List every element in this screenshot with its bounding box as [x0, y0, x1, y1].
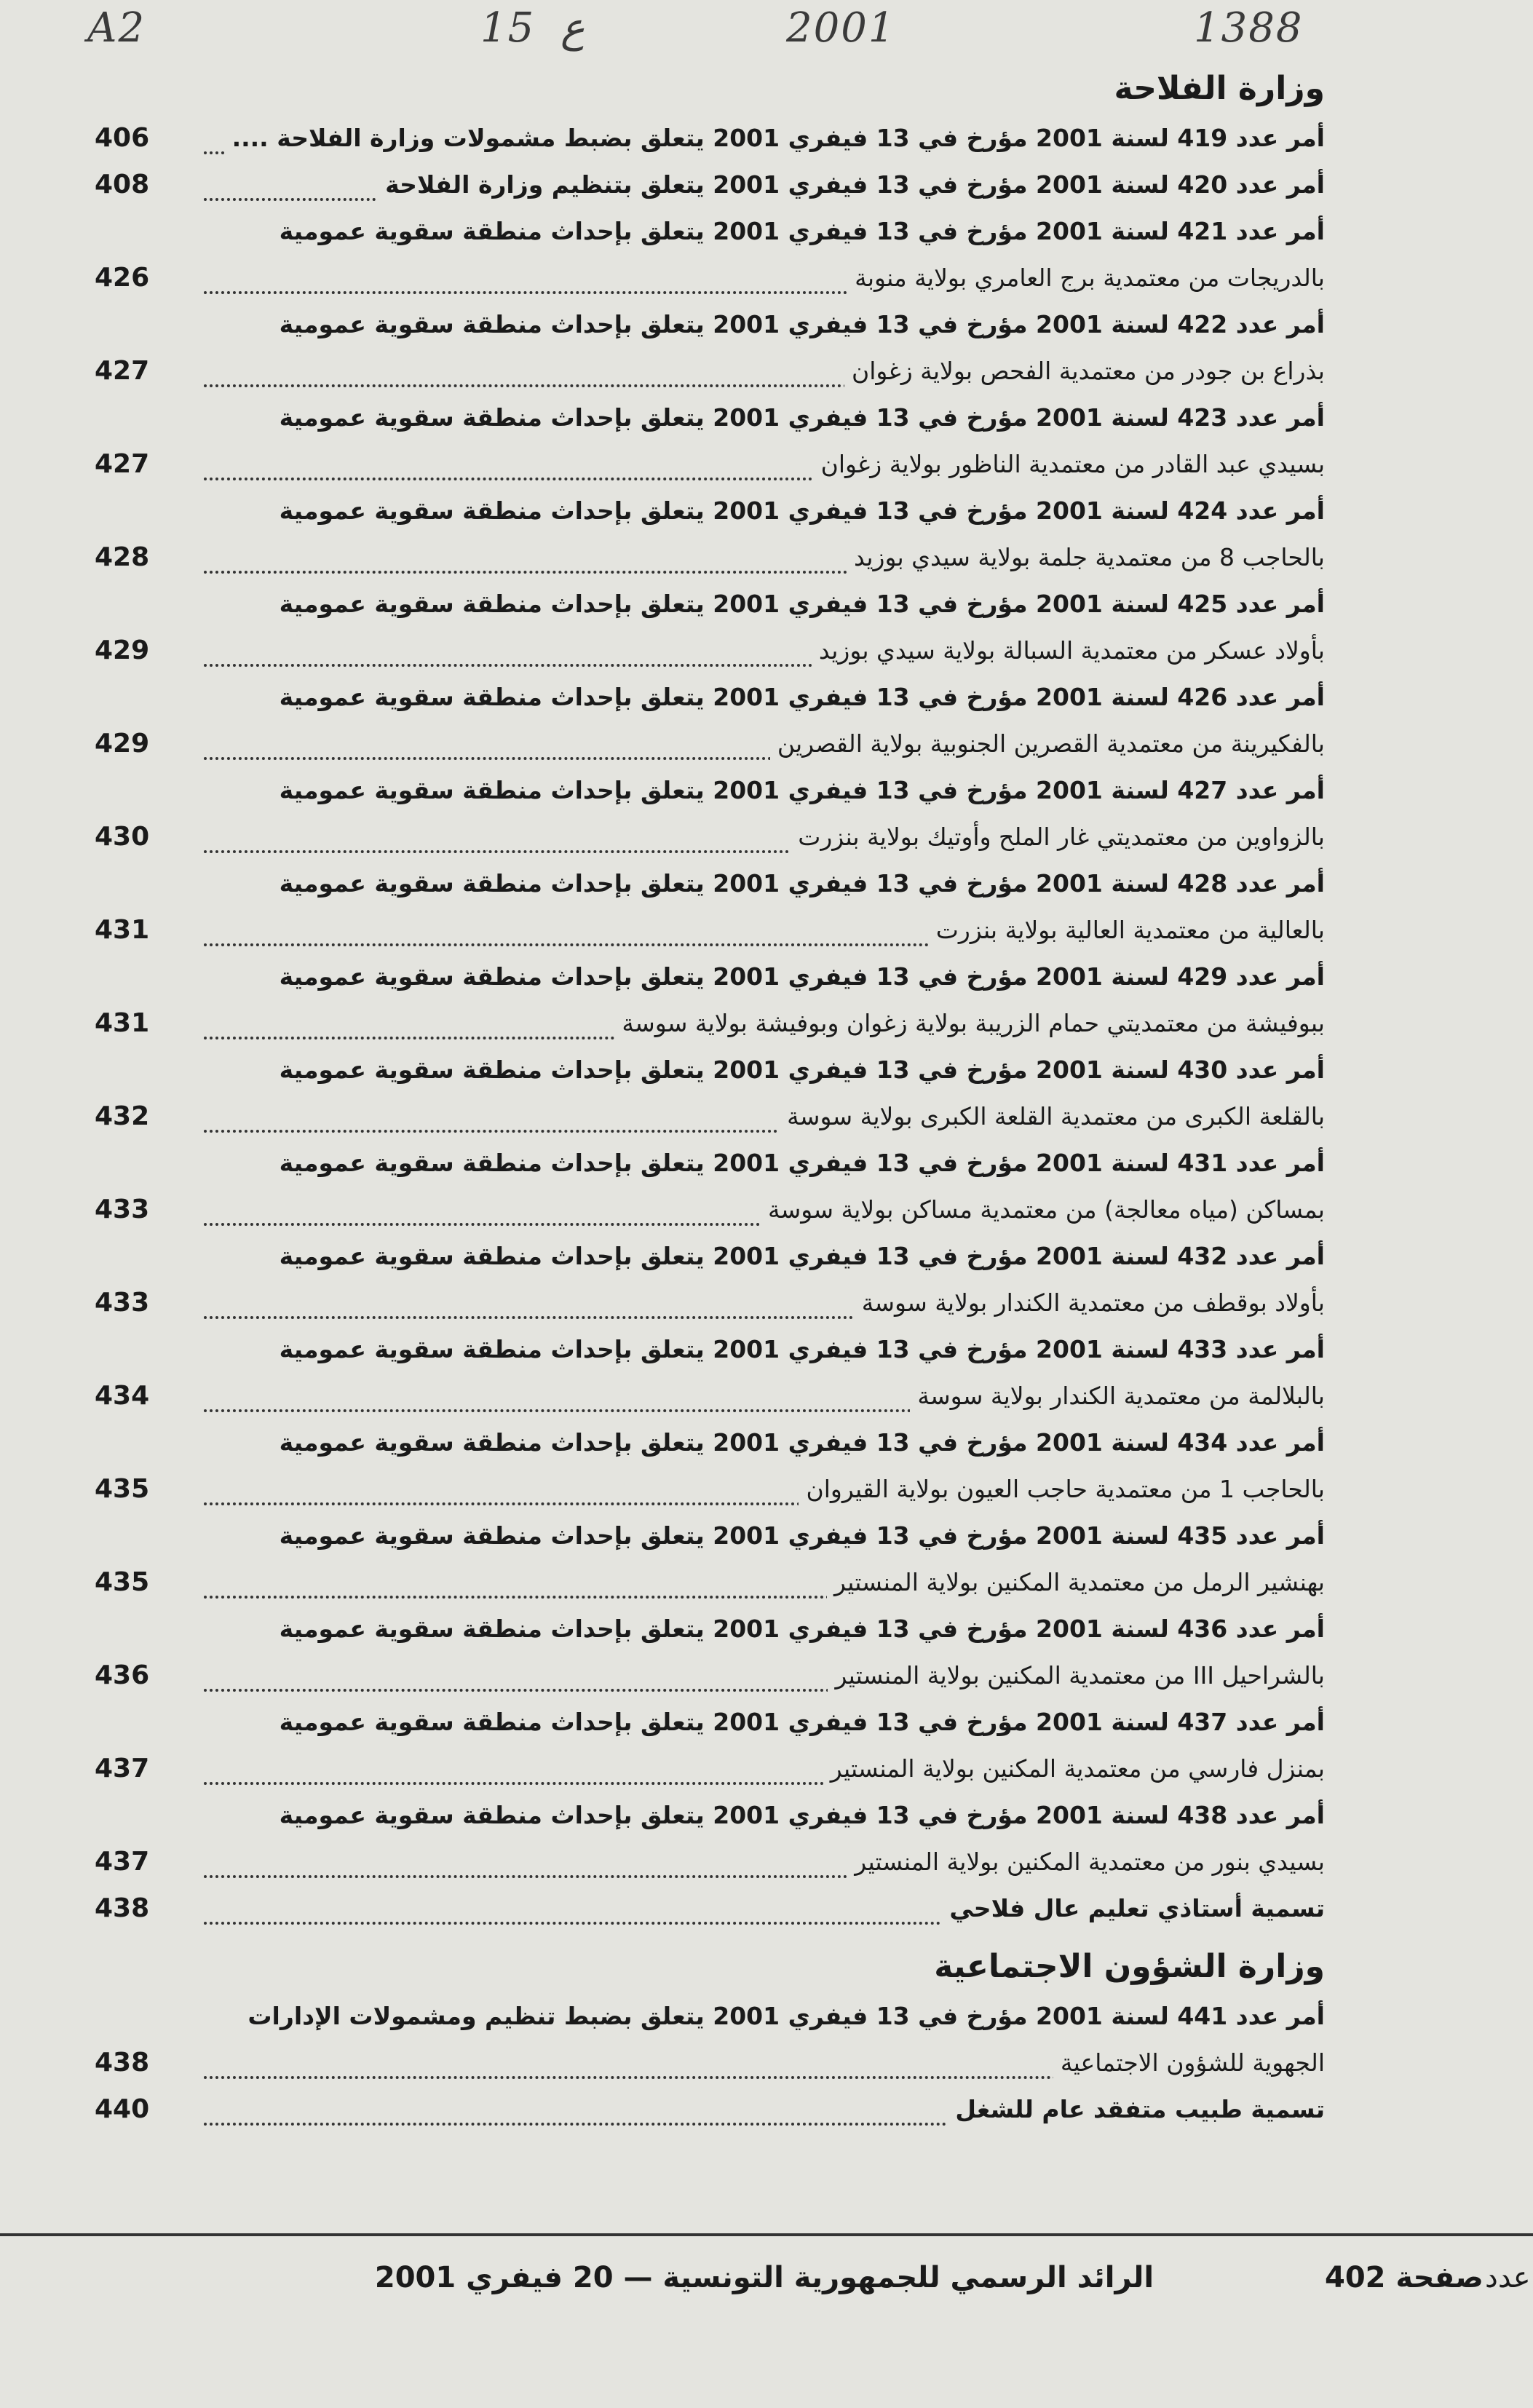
entry-page-number: 427 — [95, 449, 150, 479]
entry-line-final — [95, 1093, 1325, 1140]
entry-page-number: 430 — [95, 822, 150, 852]
entry-line — [95, 581, 1325, 627]
entry-page-number: 436 — [95, 1660, 150, 1690]
toc-entry — [95, 1993, 1325, 2086]
toc-entry — [95, 162, 1325, 208]
entry-line-final — [95, 907, 1325, 954]
entry-text: أمر عدد 438 لسنة 2001 مؤرخ في 13 فيفري 2001 يتعلق بإحداث منطقة سقوية عمومية — [272, 1792, 1325, 1839]
entry-page-number: 432 — [95, 1101, 150, 1131]
entry-line-final — [95, 1000, 1325, 1047]
entry-line-final — [95, 814, 1325, 860]
entry-text: أمر عدد 419 لسنة 2001 مؤرخ في 13 فيفري 2001 يتعلق بضبط مشمولات وزارة الفلاحة .... — [225, 115, 1325, 162]
footer-divider — [0, 2233, 1533, 2236]
entry-text: بالعالية من معتمدية العالية بولاية بنزرت — [929, 907, 1325, 954]
toc-entry — [95, 1326, 1325, 1419]
entry-text: بسيدي بنور من معتمدية المكنين بولاية المنستير — [847, 1839, 1325, 1885]
toc-entry — [95, 1885, 1325, 1932]
entry-text: أمر عدد 426 لسنة 2001 مؤرخ في 13 فيفري 2001 يتعلق بإحداث منطقة سقوية عمومية — [272, 674, 1325, 721]
entry-page-number: 431 — [95, 915, 150, 945]
entry-line-final — [95, 1885, 1325, 1932]
entry-text: أمر عدد 424 لسنة 2001 مؤرخ في 13 فيفري 2001 يتعلق بإحداث منطقة سقوية عمومية — [272, 488, 1325, 534]
entry-text: أمر عدد 425 لسنة 2001 مؤرخ في 13 فيفري 2001 يتعلق بإحداث منطقة سقوية عمومية — [272, 581, 1325, 627]
entry-line-final — [95, 115, 1325, 162]
entry-text: بالدريجات من معتمدية برج العامري بولاية منوبة — [847, 255, 1325, 301]
entry-page-number: 437 — [95, 1754, 150, 1783]
handwritten-note-4: 2001 — [786, 4, 896, 52]
entry-line-final — [95, 348, 1325, 395]
handwritten-note-1: A2 — [87, 4, 146, 52]
entry-page-number: 429 — [95, 729, 150, 759]
toc-entry — [95, 1606, 1325, 1699]
entry-page-number: 428 — [95, 542, 150, 572]
entry-text: ببوفيشة من معتمديتي حمام الزريبة بولاية زغوان وبوفيشة بولاية سوسة — [614, 1000, 1325, 1047]
entry-line-final — [95, 534, 1325, 581]
entry-page-number: 431 — [95, 1008, 150, 1038]
entry-line — [95, 860, 1325, 907]
entry-line-final — [95, 1746, 1325, 1792]
entry-text: أمر عدد 427 لسنة 2001 مؤرخ في 13 فيفري 2001 يتعلق بإحداث منطقة سقوية عمومية — [272, 767, 1325, 814]
entry-text: أمر عدد 421 لسنة 2001 مؤرخ في 13 فيفري 2001 يتعلق بإحداث منطقة سقوية عمومية — [272, 208, 1325, 255]
entry-line — [95, 1513, 1325, 1559]
footer-page-label: صفحة 402 — [1325, 2261, 1484, 2294]
entry-page-number: 437 — [95, 1847, 150, 1877]
entry-text: بسيدي عبد القادر من معتمدية الناظور بولاية زغوان — [814, 441, 1325, 488]
entry-text: أمر عدد 435 لسنة 2001 مؤرخ في 13 فيفري 2001 يتعلق بإحداث منطقة سقوية عمومية — [272, 1513, 1325, 1559]
entry-text: الجهوية للشؤون الاجتماعية — [1053, 2040, 1325, 2086]
entry-line — [95, 1606, 1325, 1652]
entry-line — [95, 674, 1325, 721]
handwritten-note-2: 15 — [480, 4, 536, 52]
entry-page-number: 433 — [95, 1195, 150, 1224]
toc-entry — [95, 1699, 1325, 1792]
entry-page-number: 435 — [95, 1474, 150, 1504]
entry-text: أمر عدد 433 لسنة 2001 مؤرخ في 13 فيفري 2001 يتعلق بإحداث منطقة سقوية عمومية — [272, 1326, 1325, 1373]
entry-line — [95, 488, 1325, 534]
entry-text: أمر عدد 423 لسنة 2001 مؤرخ في 13 فيفري 2001 يتعلق بإحداث منطقة سقوية عمومية — [272, 395, 1325, 441]
entry-text: بمساكن (مياه معالجة) من معتمدية مساكن بولاية سوسة — [761, 1187, 1325, 1233]
entry-page-number: 440 — [95, 2094, 150, 2124]
entry-text: تسمية أستاذي تعليم عال فلاحي — [942, 1885, 1325, 1932]
entry-page-number: 433 — [95, 1288, 150, 1318]
entry-page-number: 438 — [95, 2048, 150, 2078]
section-title: وزارة الفلاحة — [1114, 70, 1325, 107]
entry-line — [95, 208, 1325, 255]
entry-line-final — [95, 1466, 1325, 1513]
entry-line-final — [95, 2086, 1325, 2133]
entry-page-number: 426 — [95, 263, 150, 293]
entry-line — [95, 395, 1325, 441]
entry-page-number: 408 — [95, 170, 150, 199]
toc-entry — [95, 395, 1325, 488]
entry-line-final — [95, 1652, 1325, 1699]
entry-text: بالحاجب 8 من معتمدية جلمة بولاية سيدي بوزيد — [847, 534, 1325, 581]
toc-entry — [95, 1419, 1325, 1513]
entry-line-final — [95, 441, 1325, 488]
toc-entry — [95, 115, 1325, 162]
entry-text: بالبلالمة من معتمدية الكندار بولاية سوسة — [910, 1373, 1325, 1419]
entry-text: أمر عدد 436 لسنة 2001 مؤرخ في 13 فيفري 2001 يتعلق بإحداث منطقة سقوية عمومية — [272, 1606, 1325, 1652]
entry-line — [95, 1419, 1325, 1466]
section-title: وزارة الشؤون الاجتماعية — [934, 1948, 1325, 1985]
entry-line — [95, 1993, 1325, 2040]
entry-text: أمر عدد 431 لسنة 2001 مؤرخ في 13 فيفري 2001 يتعلق بإحداث منطقة سقوية عمومية — [272, 1140, 1325, 1187]
toc-entry — [95, 1792, 1325, 1885]
entry-line-final — [95, 255, 1325, 301]
entry-line-final — [95, 1373, 1325, 1419]
footer-edge-text: عدد — [1485, 2261, 1531, 2294]
entry-text: بالحاجب 1 من معتمدية حاجب العيون بولاية القيروان — [799, 1466, 1325, 1513]
entry-text: بمنزل فارسي من معتمدية المكنين بولاية المنستير — [823, 1746, 1325, 1792]
handwritten-note-5: 1388 — [1194, 4, 1304, 52]
entry-line — [95, 767, 1325, 814]
toc-entry — [95, 581, 1325, 674]
entry-text: أمر عدد 429 لسنة 2001 مؤرخ في 13 فيفري 2001 يتعلق بإحداث منطقة سقوية عمومية — [272, 954, 1325, 1000]
entry-page-number: 429 — [95, 635, 150, 665]
entry-line-final — [95, 162, 1325, 208]
entry-text: أمر عدد 432 لسنة 2001 مؤرخ في 13 فيفري 2001 يتعلق بإحداث منطقة سقوية عمومية — [272, 1233, 1325, 1280]
toc-entry — [95, 1047, 1325, 1140]
entry-text: أمر عدد 437 لسنة 2001 مؤرخ في 13 فيفري 2001 يتعلق بإحداث منطقة سقوية عمومية — [272, 1699, 1325, 1746]
entry-text: بالشراحيل III من معتمدية المكنين بولاية المنستير — [828, 1652, 1325, 1699]
toc-entry — [95, 860, 1325, 954]
toc-entry — [95, 208, 1325, 301]
toc-entry — [95, 301, 1325, 395]
entry-page-number: 434 — [95, 1381, 150, 1411]
entry-text: أمر عدد 434 لسنة 2001 مؤرخ في 13 فيفري 2001 يتعلق بإحداث منطقة سقوية عمومية — [272, 1419, 1325, 1466]
entry-line-final — [95, 627, 1325, 674]
entry-text: أمر عدد 441 لسنة 2001 مؤرخ في 13 فيفري 2001 يتعلق بضبط تنظيم ومشمولات الإدارات — [240, 1993, 1325, 2040]
entry-text: أمر عدد 430 لسنة 2001 مؤرخ في 13 فيفري 2001 يتعلق بإحداث منطقة سقوية عمومية — [272, 1047, 1325, 1093]
entry-line-final — [95, 1559, 1325, 1606]
toc-entry — [95, 1140, 1325, 1233]
table-of-contents — [95, 67, 1325, 2133]
toc-entry — [95, 954, 1325, 1047]
page-footer — [0, 2252, 1533, 2303]
entry-text: أمر عدد 422 لسنة 2001 مؤرخ في 13 فيفري 2001 يتعلق بإحداث منطقة سقوية عمومية — [272, 301, 1325, 348]
entry-text: بأولاد عسكر من معتمدية السبالة بولاية سيدي بوزيد — [812, 627, 1325, 674]
toc-entry — [95, 1513, 1325, 1606]
entry-text: بالقلعة الكبرى من معتمدية القلعة الكبرى بولاية سوسة — [780, 1093, 1325, 1140]
entry-text: أمر عدد 428 لسنة 2001 مؤرخ في 13 فيفري 2001 يتعلق بإحداث منطقة سقوية عمومية — [272, 860, 1325, 907]
entry-line — [95, 1233, 1325, 1280]
entry-line — [95, 954, 1325, 1000]
toc-entry — [95, 2086, 1325, 2133]
entry-line-final — [95, 1280, 1325, 1326]
toc-entry — [95, 767, 1325, 860]
handwritten-note-3: ع — [560, 4, 585, 52]
entry-line — [95, 301, 1325, 348]
entry-line — [95, 1699, 1325, 1746]
entry-text: بذراع بن جودر من معتمدية الفحص بولاية زغوان — [844, 348, 1325, 395]
entry-line — [95, 1047, 1325, 1093]
toc-entry — [95, 674, 1325, 767]
entry-page-number: 427 — [95, 356, 150, 386]
entry-text: أمر عدد 420 لسنة 2001 مؤرخ في 13 فيفري 2001 يتعلق بتنظيم وزارة الفلاحة — [378, 162, 1325, 208]
toc-entry — [95, 488, 1325, 581]
entry-page-number: 438 — [95, 1893, 150, 1923]
entry-line — [95, 1326, 1325, 1373]
entry-line-final — [95, 721, 1325, 767]
entry-text: بأولاد بوقطف من معتمدية الكندار بولاية سوسة — [855, 1280, 1325, 1326]
entry-text: بهنشير الرمل من معتمدية المكنين بولاية المنستير — [827, 1559, 1325, 1606]
footer-publication: الرائد الرسمي للجمهورية التونسية — 20 فيفري 2001 — [374, 2261, 1154, 2294]
entry-page-number: 435 — [95, 1567, 150, 1597]
toc-entry — [95, 1233, 1325, 1326]
entry-text: بالفكيرينة من معتمدية القصرين الجنوبية بولاية القصرين — [770, 721, 1325, 767]
entry-line-final — [95, 1187, 1325, 1233]
entry-text: بالزواوين من معتمديتي غار الملح وأوتيك بولاية بنزرت — [791, 814, 1325, 860]
entry-line — [95, 1792, 1325, 1839]
entry-text: تسمية طبيب متفقد عام للشغل — [948, 2086, 1325, 2133]
entry-line — [95, 1140, 1325, 1187]
entry-page-number: 406 — [95, 123, 150, 153]
